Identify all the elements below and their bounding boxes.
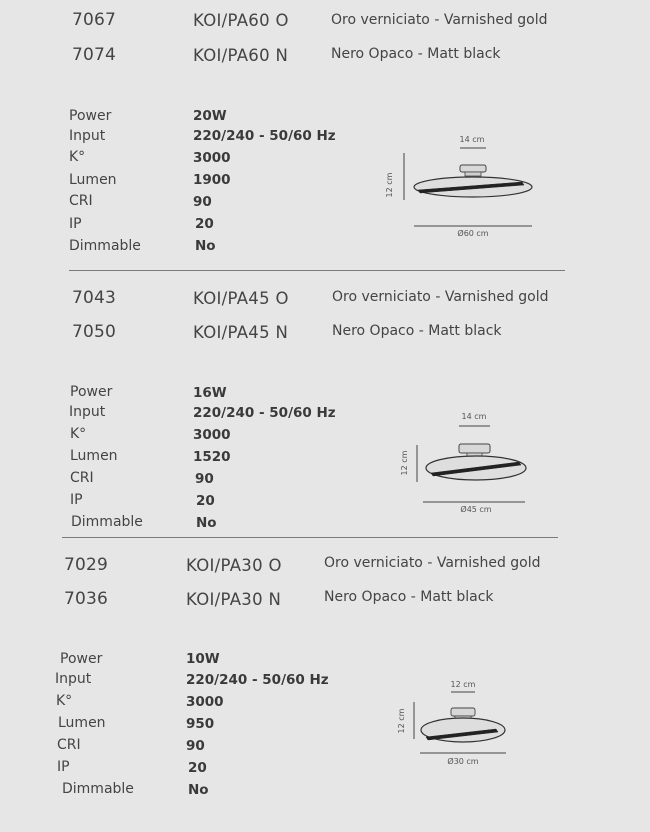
diameter-dimension: Ø30 cm [447,757,479,766]
spec-value-cri: 90 [186,738,205,754]
spec-label-lumen: Lumen [69,172,117,188]
spec-value-cri: 90 [195,471,214,487]
spec-value-ip: 20 [188,760,207,776]
spec-label-cri: CRI [57,737,81,753]
product-code: 7043 [72,288,117,308]
ceiling-mount [459,444,490,453]
model-name: KOI/PA60 O [193,11,289,30]
spec-value-lumen: 1900 [193,172,231,188]
spec-value-lumen: 1520 [193,449,231,465]
spec-value-lumen: 950 [186,716,215,732]
section-divider [62,537,558,538]
lamp-dimension-drawing [395,405,545,520]
product-code: 7074 [72,45,117,65]
spec-label-cri: CRI [69,193,93,209]
finish-description: Nero Opaco - Matt black [324,589,494,605]
finish-description: Nero Opaco - Matt black [331,46,501,62]
spec-label-ip: IP [70,492,83,508]
diameter-dimension: Ø45 cm [460,505,492,514]
spec-value-power: 20W [193,108,227,124]
spec-label-kelvin: K° [69,149,86,165]
model-name: KOI/PA45 N [193,323,289,342]
finish-description: Oro verniciato - Varnished gold [331,12,548,28]
spec-label-dimmable: Dimmable [71,514,143,530]
spec-value-kelvin: 3000 [193,427,231,443]
model-name: KOI/PA30 N [186,590,282,609]
spec-label-power: Power [70,384,113,400]
model-name: KOI/PA45 O [193,289,289,308]
top-width-dimension: 14 cm [459,135,485,144]
product-code: 7067 [72,10,117,30]
spec-value-ip: 20 [195,216,214,232]
height-dimension: 12 cm [397,708,406,734]
spec-value-dimmable: No [188,782,209,798]
diameter-dimension: Ø60 cm [457,229,489,238]
spec-value-power: 16W [193,385,227,401]
spec-value-dimmable: No [195,238,216,254]
spec-label-input: Input [69,128,106,144]
spec-label-input: Input [69,404,106,420]
spec-label-lumen: Lumen [58,715,106,731]
product-code: 7029 [64,555,109,575]
spec-label-ip: IP [69,216,82,232]
spec-label-power: Power [69,108,112,124]
spec-label-kelvin: K° [56,693,73,709]
spec-value-power: 10W [186,651,220,667]
spec-value-kelvin: 3000 [186,694,224,710]
spec-value-dimmable: No [196,515,217,531]
spec-value-input: 220/240 - 50/60 Hz [193,128,336,144]
spec-label-power: Power [60,651,103,667]
spec-label-dimmable: Dimmable [69,238,141,254]
spec-value-ip: 20 [196,493,215,509]
spec-value-input: 220/240 - 50/60 Hz [193,405,336,421]
spec-value-cri: 90 [193,194,212,210]
finish-description: Nero Opaco - Matt black [332,323,502,339]
model-name: KOI/PA30 O [186,556,282,575]
model-name: KOI/PA60 N [193,46,289,65]
spec-label-kelvin: K° [70,426,87,442]
spec-value-kelvin: 3000 [193,150,231,166]
height-dimension: 12 cm [400,450,409,476]
height-dimension: 12 cm [385,172,394,198]
ceiling-mount [460,165,486,172]
spec-value-input: 220/240 - 50/60 Hz [186,672,329,688]
finish-description: Oro verniciato - Varnished gold [324,555,541,571]
product-code: 7036 [64,589,109,609]
top-width-dimension: 14 cm [461,412,487,421]
spec-label-input: Input [55,671,92,687]
spec-label-dimmable: Dimmable [62,781,134,797]
product-code: 7050 [72,322,117,342]
finish-description: Oro verniciato - Varnished gold [332,289,549,305]
spec-label-cri: CRI [70,470,94,486]
lamp-dimension-drawing [380,128,550,243]
spec-label-lumen: Lumen [70,448,118,464]
spec-label-ip: IP [57,759,70,775]
section-divider [69,270,565,271]
lamp-dimension-drawing [392,677,522,772]
ceiling-mount [451,708,475,716]
top-width-dimension: 12 cm [450,680,476,689]
